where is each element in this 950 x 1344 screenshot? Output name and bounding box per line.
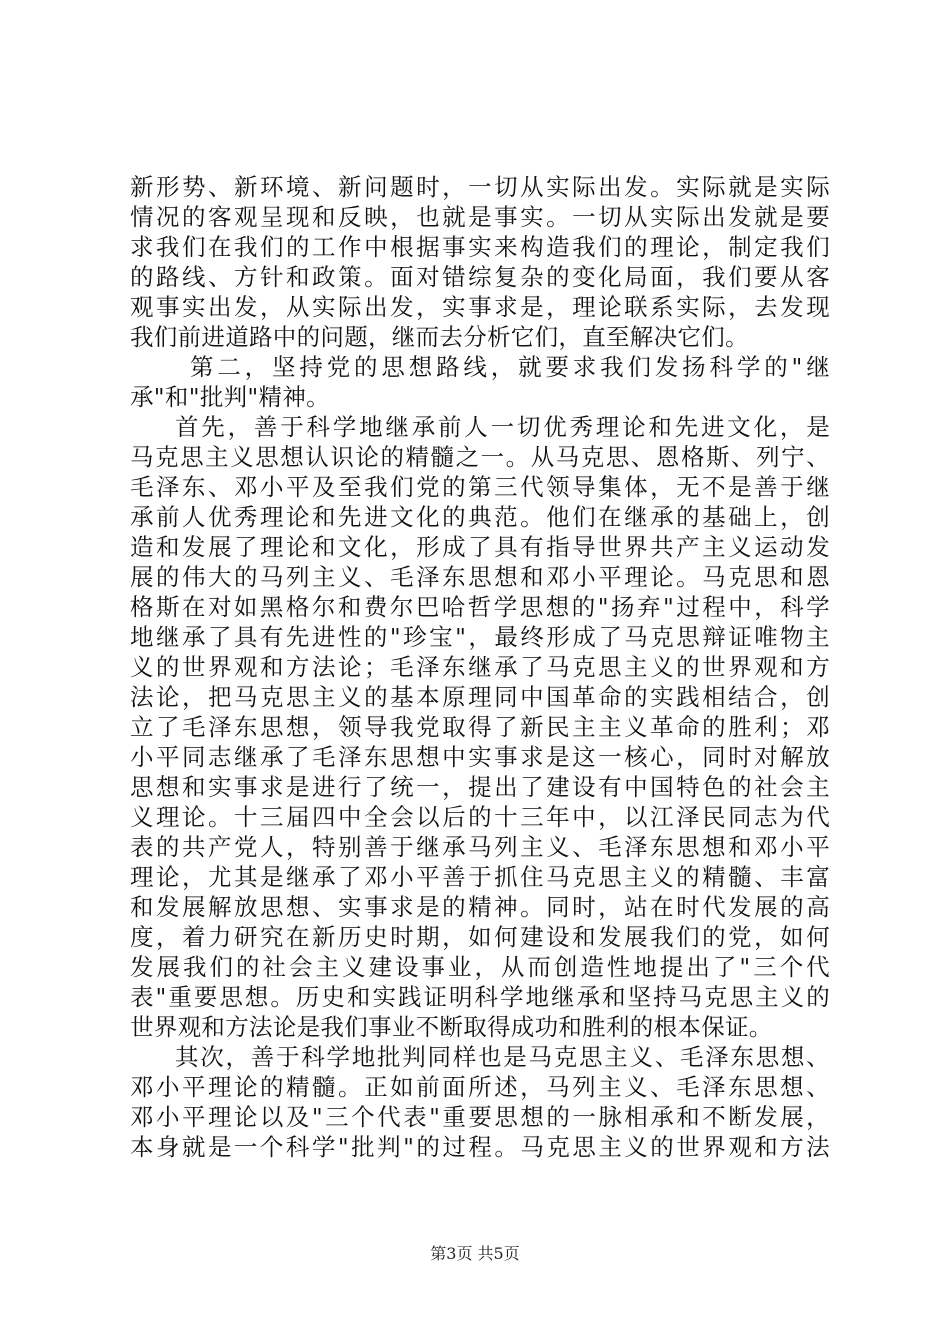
text-line: 格斯在对如黑格尔和费尔巴哈哲学思想的"扬弃"过程中，科学: [130, 593, 830, 621]
body-text: [130, 172, 830, 1162]
text-line: 的路线、方针和政策。面对错综复杂的变化局面，我们要从客: [130, 263, 830, 291]
text-line: 本身就是一个科学"批判"的过程。马克思主义的世界观和方法: [130, 1133, 830, 1161]
text-line: 地继承了具有先进性的"珍宝"，最终形成了马克思辩证唯物主: [130, 623, 830, 651]
text-line: 承前人优秀理论和先进文化的典范。他们在继承的基础上，创: [130, 503, 830, 531]
text-line: 小平同志继承了毛泽东思想中实事求是这一核心，同时对解放: [130, 743, 830, 771]
text-line: 和发展解放思想、实事求是的精神。同时，站在时代发展的高: [130, 893, 830, 921]
text-line: 义理论。十三届四中全会以后的十三年中，以江泽民同志为代: [130, 803, 830, 831]
text-line: 求我们在我们的工作中根据事实来构造我们的理论，制定我们: [130, 233, 830, 261]
text-line: 其次，善于科学地批判同样也是马克思主义、毛泽东思想、: [175, 1043, 830, 1071]
paragraph: [130, 412, 830, 1042]
text-line: 邓小平理论的精髓。正如前面所述，马列主义、毛泽东思想、: [130, 1073, 830, 1101]
text-line: 理论，尤其是继承了邓小平善于抓住马克思主义的精髓、丰富: [130, 863, 830, 891]
paragraph: [130, 352, 830, 412]
text-line: 法论，把马克思主义的基本原理同中国革命的实践相结合，创: [130, 683, 830, 711]
text-line: 我们前进道路中的问题，继而去分析它们，直至解决它们。: [130, 323, 749, 351]
text-line: 义的世界观和方法论；毛泽东继承了马克思主义的世界观和方: [130, 653, 830, 681]
text-line: 观事实出发，从实际出发，实事求是，理论联系实际，去发现: [130, 293, 830, 321]
text-line: 马克思主义思想认识论的精髓之一。从马克思、恩格斯、列宁、: [130, 443, 830, 471]
page-footer: [0, 1244, 950, 1264]
text-line: 毛泽东、邓小平及至我们党的第三代领导集体，无不是善于继: [130, 473, 830, 501]
text-line: 发展我们的社会主义建设事业，从而创造性地提出了"三个代: [130, 953, 830, 981]
paragraph: [130, 172, 830, 352]
text-line: 新形势、新环境、新问题时，一切从实际出发。实际就是实际: [130, 173, 830, 201]
text-line: 造和发展了理论和文化，形成了具有指导世界共产主义运动发: [130, 533, 830, 561]
text-line: 承"和"批判"精神。: [130, 383, 330, 411]
text-line: 度，着力研究在新历史时期，如何建设和发展我们的党，如何: [130, 923, 830, 951]
text-line: 展的伟大的马列主义、毛泽东思想和邓小平理论。马克思和恩: [130, 563, 830, 591]
text-line: 首先，善于科学地继承前人一切优秀理论和先进文化，是: [175, 413, 830, 441]
text-line: 情况的客观呈现和反映，也就是事实。一切从实际出发就是要: [130, 203, 830, 231]
text-line: 思想和实事求是进行了统一，提出了建设有中国特色的社会主: [130, 773, 830, 801]
paragraph: [130, 1042, 830, 1162]
text-line: 第二，坚持党的思想路线，就要求我们发扬科学的"继: [190, 353, 830, 381]
text-line: 邓小平理论以及"三个代表"重要思想的一脉相承和不断发展，: [130, 1103, 830, 1131]
page-number-label: 第3页 共5页: [430, 1244, 520, 1263]
text-line: 表"重要思想。历史和实践证明科学地继承和坚持马克思主义的: [130, 983, 830, 1011]
text-line: 世界观和方法论是我们事业不断取得成功和胜利的根本保证。: [130, 1013, 773, 1041]
text-line: 立了毛泽东思想，领导我党取得了新民主主义革命的胜利；邓: [130, 713, 830, 741]
text-line: 表的共产党人，特别善于继承马列主义、毛泽东思想和邓小平: [130, 833, 830, 861]
